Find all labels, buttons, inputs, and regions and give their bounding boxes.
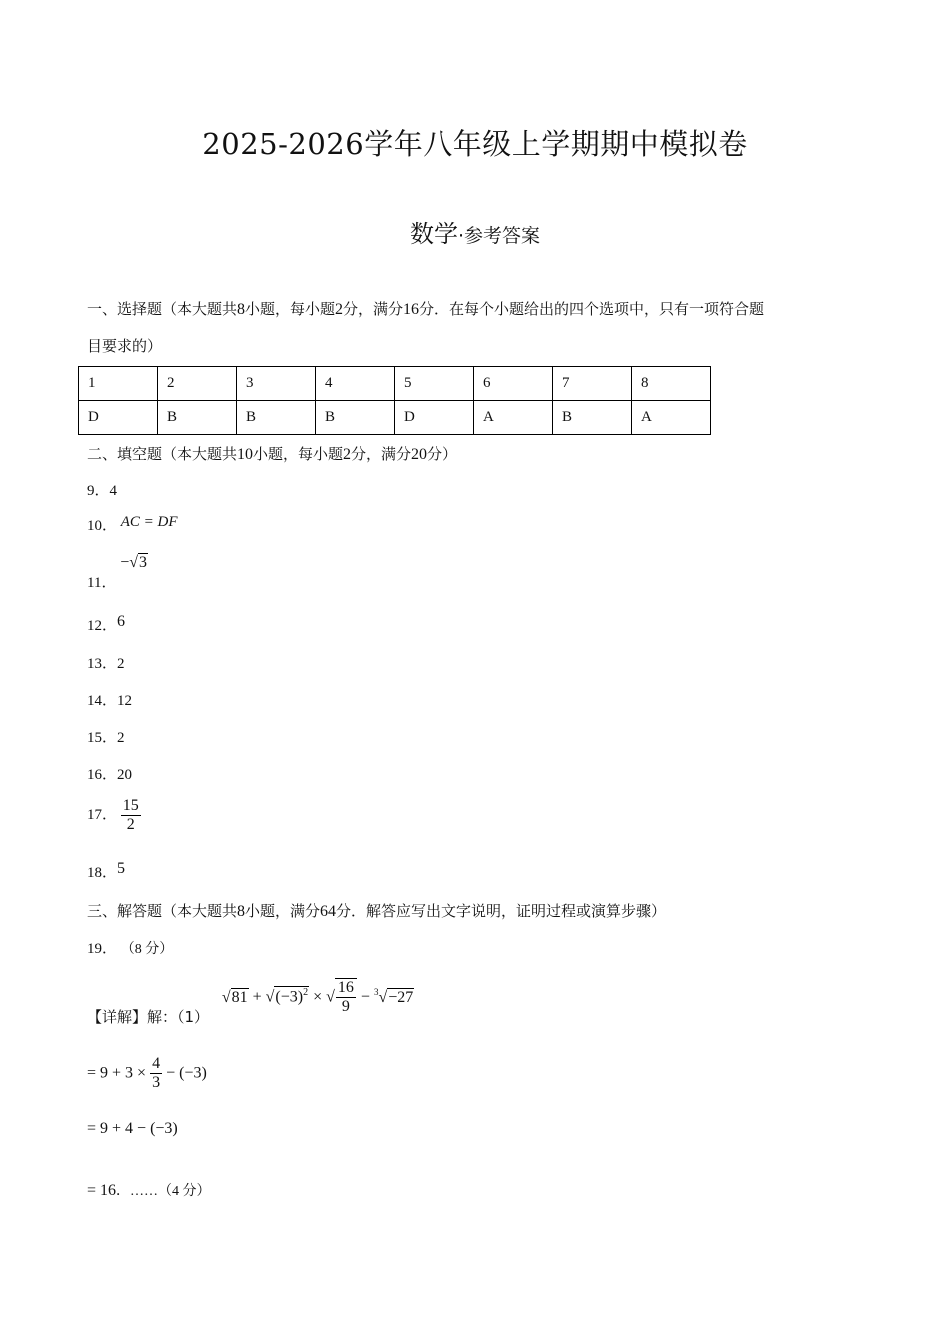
table-row-numbers: [79, 367, 711, 401]
cube-root-index: 3: [373, 987, 379, 998]
page-title: 2025-2026学年八年级上学期期中模拟卷: [202, 127, 748, 161]
q19-detail: [87, 978, 414, 1027]
table-cell: D: [79, 401, 158, 435]
answer-q11: 11． −√3: [87, 554, 148, 591]
section2-heading: 二、填空题（本大题共10小题，每小题2分，满分20分）: [87, 445, 458, 463]
sqrt-symbol: $√(-3)^2$: [265, 987, 309, 1006]
table-cell: B: [316, 401, 395, 435]
q19-expression: $√81 + √(-3)^2$ × √ $\frac{16}{9}$ − $^3$√−27: [221, 979, 414, 1016]
answer-q16: 16．20: [87, 767, 133, 783]
page-subtitle: [0, 214, 950, 249]
answer-q18: 18．5: [87, 860, 126, 881]
table-cell: 7: [553, 367, 632, 401]
subtitle-rest: 参考答案: [464, 225, 541, 247]
answer-q10: 10． AC = DF: [87, 514, 178, 534]
table-cell: 5: [395, 367, 474, 401]
subtitle-subject: 数学: [409, 220, 458, 248]
table-cell: A: [632, 401, 711, 435]
sqrt-symbol: √ $\frac{16}{9}$: [326, 978, 357, 1017]
section3-heading: 三、解答题（本大题共8小题，满分64分．解答应写出文字说明，证明过程或演算步骤）: [87, 902, 667, 920]
table-cell: 8: [632, 367, 711, 401]
answer-q12: 12．6: [87, 613, 126, 634]
answer-q14: 14．12: [87, 693, 133, 709]
fraction: $\frac{15}{2}$: [122, 797, 139, 834]
table-cell: D: [395, 401, 474, 435]
q19-step1: = 9 + 3 × $\frac{4}{3}$ − (−3): [87, 1055, 207, 1092]
fraction: $\frac{4}{3}$: [152, 1055, 161, 1092]
choice-answer-table: [78, 366, 711, 435]
table-cell: 6: [474, 367, 553, 401]
answer-q15: 15．2: [87, 730, 125, 746]
table-row-answers: [79, 401, 711, 435]
table-cell: 2: [158, 367, 237, 401]
table-cell: 4: [316, 367, 395, 401]
answer-q17: 17． $\frac{15}{2}$: [87, 797, 139, 834]
answer-q9: 9．4: [87, 483, 118, 499]
table-cell: B: [237, 401, 316, 435]
sqrt-symbol: √81: [221, 988, 248, 1006]
subtitle-dot: ·: [457, 225, 465, 247]
q19-heading: 19． （8 分）: [87, 941, 174, 957]
table-cell: A: [474, 401, 553, 435]
detail-label: 【详解】解：（1）: [87, 1007, 210, 1026]
q19-step3: = 16．……（4 分）: [87, 1182, 211, 1199]
q19-step2: = 9 + 4 − (−3): [87, 1120, 178, 1137]
section1-heading: 一、选择题（本大题共8小题，每小题2分，满分16分．在每个小题给出的四个选项中，只有一项符合题: [87, 300, 765, 318]
table-cell: 1: [79, 367, 158, 401]
table-cell: 3: [237, 367, 316, 401]
answer-q13: 13．2: [87, 656, 125, 672]
fraction: $\frac{16}{9}$: [337, 979, 354, 1016]
sqrt-symbol: √3: [129, 554, 148, 571]
table-cell: B: [158, 401, 237, 435]
cube-root-symbol: √−27: [378, 988, 414, 1006]
section1-heading-line2: 目要求的）: [87, 337, 163, 355]
table-cell: B: [553, 401, 632, 435]
